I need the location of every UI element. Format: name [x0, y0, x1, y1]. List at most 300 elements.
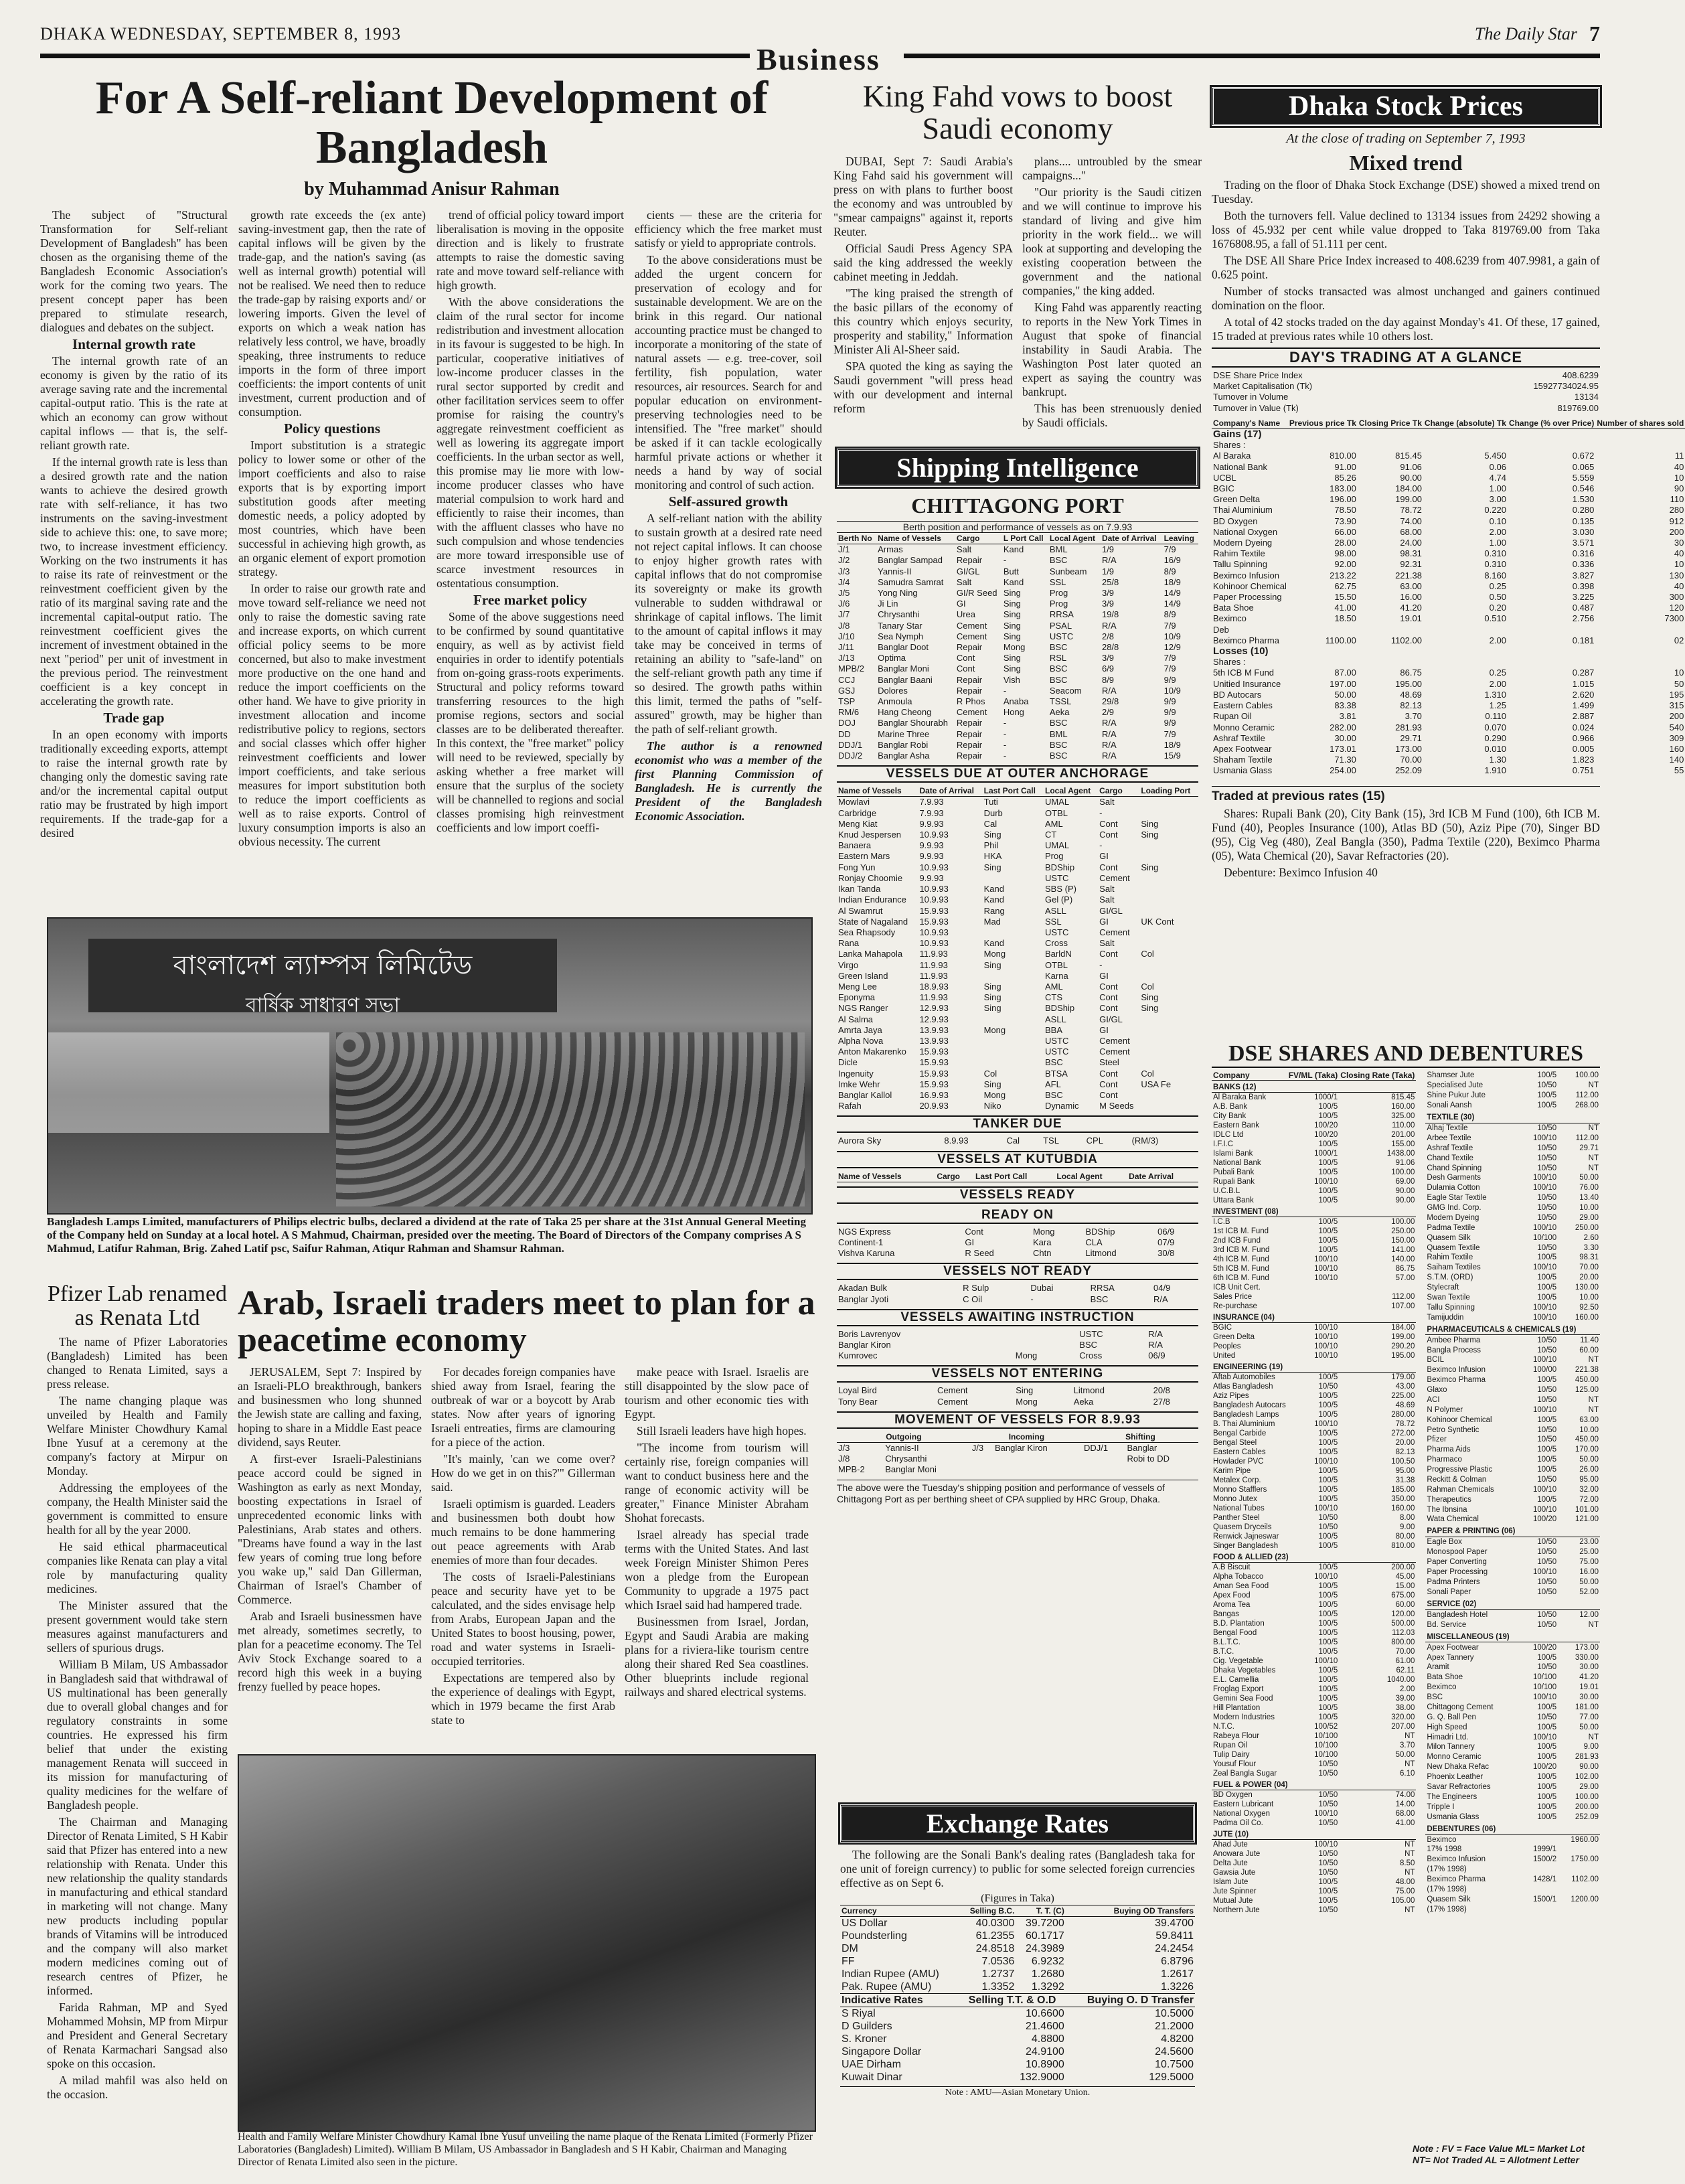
table-cell: Modern Industries — [1213, 1713, 1275, 1721]
paragraph: The subject of "Structural Transformation for Self-reliant Development of Bangladesh" has been chosen as the organising theme of the Bangladesh Economic Association's work for the coming two years. The present concept paper has been prepared to stimulate research, dialogues and debates on the subject. — [40, 208, 228, 334]
table-cell: Boris Lavrenyov — [838, 1328, 901, 1339]
table-row — [1212, 1731, 1416, 1741]
table-cell: Chand Spinning — [1427, 1164, 1482, 1172]
table-cell: 10.00 — [1579, 1425, 1599, 1434]
table-row — [837, 1046, 1198, 1057]
table-cell — [1139, 840, 1198, 851]
table-cell: 10/50 — [1537, 1081, 1557, 1090]
table-row — [1425, 1703, 1600, 1713]
table-cell: 62.11 — [1396, 1666, 1415, 1674]
table-row — [1212, 1177, 1416, 1186]
table-cell: Yannis-II — [885, 1443, 919, 1453]
table-cell: 11 — [1674, 451, 1684, 461]
table-row — [840, 2071, 1195, 2084]
table-cell: Banaera — [838, 840, 872, 851]
table-row — [1212, 1859, 1416, 1868]
table-row — [1212, 1809, 1416, 1818]
table-cell: 77.00 — [1579, 1713, 1599, 1721]
table-cell: 5th ICB M. Fund — [1213, 1265, 1269, 1273]
table-row — [1212, 1591, 1416, 1600]
table-cell: 50.00 — [1579, 1577, 1599, 1586]
table-cell: 10/50 — [1318, 1760, 1338, 1768]
table-cell: CCJ — [838, 674, 856, 685]
table-cell: - — [1099, 959, 1103, 970]
table-row — [1425, 1722, 1600, 1732]
table-row — [840, 1980, 1195, 1994]
table-row — [1212, 1685, 1416, 1694]
table-cell: 100/5 — [1537, 1723, 1557, 1731]
table-row — [1425, 1885, 1600, 1895]
table-row — [1212, 1255, 1416, 1264]
table-cell: 74.00 — [1395, 1791, 1415, 1799]
table-cell: Banglar Baani — [878, 674, 933, 685]
table-row — [1212, 1619, 1416, 1628]
table-cell: Rafah — [838, 1101, 862, 1111]
table-cell: 87.00 — [1334, 668, 1356, 678]
table-cell: U.C.B.L — [1213, 1187, 1240, 1195]
table-cell: Optima — [878, 653, 906, 664]
table-cell: 10/50 — [1318, 1869, 1338, 1877]
table-cell: Sing — [1141, 818, 1159, 829]
table-cell: - — [1030, 1294, 1034, 1304]
paragraph: growth rate exceeds the (ex ante) saving-investment gap, then the rate of capital inflows will be given by the trade-gap, and the nation's saving (as well as internal growth) potential will not be realised. We need then to reduce the trade-gap by raising exports and/ or lowering imports. Given the level of exports on which a weak nation has relatively less control, we have, broadly speaking, three instruments to reduce imports in the form of three import coefficients: the import contents of unit investment, current production and of consumption. — [238, 208, 426, 418]
column-header: L Port Call — [1002, 533, 1048, 544]
table-cell: Padma Textile — [1427, 1223, 1475, 1232]
table-row — [1425, 1732, 1600, 1742]
table-cell: R/A — [1148, 1339, 1163, 1350]
paragraph: The name changing plaque was unveiled by Health and Family Welfare Minister Chowdhury Kamal Ibne Yusuf at a ceremony at the company's factory at Mirpur on Monday. — [47, 1394, 228, 1478]
table-cell: Sonali Aansh — [1427, 1101, 1472, 1110]
table-cell: 59.8411 — [1155, 1930, 1194, 1942]
column-header: Incoming — [971, 1431, 1082, 1443]
table-cell: 20.00 — [1579, 1273, 1599, 1282]
movement-table — [837, 1431, 1198, 1476]
table-cell: DEBENTURES (06) — [1425, 1822, 1600, 1835]
table-cell: 20.9.93 — [919, 1101, 949, 1111]
table-cell: I.C.B — [1213, 1218, 1230, 1226]
table-cell: 0.25 — [1489, 580, 1506, 591]
paragraph: He said ethical pharmaceutical companies like Renata can play a vital role by manufacturing quality medicines. — [47, 1540, 228, 1596]
table-row — [837, 544, 1198, 556]
table-cell: 2nd ICB Fund — [1213, 1237, 1261, 1245]
column-header: Company's Name — [1212, 418, 1288, 429]
table-row — [1212, 711, 1685, 722]
table-cell: 12.9.93 — [919, 1014, 949, 1024]
column-header: Name of Vessels — [876, 533, 955, 544]
table-cell: Cont — [1099, 830, 1118, 840]
table-cell: 6.9232 — [1031, 1956, 1064, 1968]
table-cell: R/A — [1101, 739, 1117, 750]
table-row — [837, 555, 1198, 566]
table-row — [1425, 1213, 1600, 1223]
not-ready-table — [837, 1283, 1198, 1304]
table-cell: 0.181 — [1572, 635, 1595, 645]
paragraph: The costs of Israeli-Palestinians peace and security have yet to be calculated, and the sides envisage help from Arabs, European Japan and the United States to boost housing, power, road and water systems in Israeli-occupied territories. — [431, 1570, 615, 1668]
section-row — [1212, 1311, 1416, 1323]
table-cell: 50.00 — [1579, 1723, 1599, 1731]
table-cell: Arbee Textile — [1427, 1134, 1471, 1142]
table-cell: B.T.C. — [1213, 1648, 1234, 1656]
table-cell: 213.22 — [1330, 570, 1356, 580]
table-row — [1212, 1429, 1416, 1438]
table-cell: 10/50 — [1537, 1346, 1557, 1354]
table-cell: - — [1003, 739, 1007, 750]
table-cell: Eagle Box — [1427, 1538, 1462, 1547]
table-cell: Gemini Sea Food — [1213, 1695, 1273, 1703]
table-cell: J/6 — [838, 599, 850, 609]
table-cell — [983, 1057, 1044, 1068]
table-cell — [1358, 625, 1423, 635]
table-cell: 221.38 — [1395, 570, 1422, 580]
table-cell: 101.00 — [1575, 1505, 1599, 1514]
table-row — [1425, 1567, 1600, 1577]
table-cell: 100/10 — [1314, 1420, 1338, 1428]
table-cell: 0.310 — [1484, 548, 1506, 559]
table-cell: 8.50 — [1400, 1859, 1415, 1867]
table-cell: Cig. Vegetable — [1213, 1657, 1263, 1665]
table-cell: 95.00 — [1395, 1467, 1415, 1475]
table-row — [837, 819, 1198, 830]
table-row — [1425, 1455, 1600, 1465]
table-row — [1425, 1365, 1600, 1375]
table-cell: 160.00 — [1391, 1504, 1415, 1512]
table-row — [840, 1942, 1195, 1955]
table-cell: Sing — [983, 830, 1001, 840]
not-entering-table — [837, 1385, 1198, 1407]
table-cell: BSC — [1049, 664, 1068, 674]
table-row — [1212, 1790, 1416, 1800]
table-cell: Kand — [983, 884, 1004, 894]
table-row — [837, 1397, 1198, 1407]
table-cell: 201.00 — [1391, 1131, 1415, 1139]
table-cell: GI — [1099, 970, 1109, 981]
table-cell: 200.00 — [1391, 1563, 1415, 1571]
table-cell: 1.530 — [1572, 494, 1595, 505]
table-cell: Apex Footwear — [1213, 743, 1272, 754]
table-cell: Paper Processing — [1213, 592, 1282, 603]
table-cell: 9/9 — [1164, 674, 1176, 685]
table-cell: 52.00 — [1579, 1587, 1599, 1596]
table-cell: 10/50 — [1318, 1800, 1338, 1808]
table-row — [837, 1227, 1198, 1237]
table-cell: Cont — [1099, 862, 1118, 872]
table-cell: 408.6239 — [1562, 370, 1599, 380]
section-title: TANKER DUE — [837, 1115, 1198, 1133]
table-cell: UCBL — [1213, 472, 1236, 483]
table-cell: 100/5 — [1318, 1666, 1338, 1674]
table-cell: 100/5 — [1318, 1704, 1338, 1712]
table-row — [837, 599, 1198, 609]
table-cell: 45.00 — [1395, 1573, 1415, 1581]
table-cell: Cont — [1099, 1079, 1118, 1089]
table-cell: 1.2680 — [1031, 1968, 1064, 1980]
table-cell: 181.00 — [1575, 1703, 1599, 1711]
table-cell: 10.5000 — [1155, 2008, 1194, 2020]
table-cell: Sing — [983, 862, 1001, 872]
table-cell: Bangladesh Autocars — [1213, 1401, 1286, 1409]
table-cell: 17% 1998 — [1427, 1845, 1462, 1854]
table-cell: 540 — [1669, 722, 1684, 732]
table-cell: BSC — [1049, 674, 1068, 685]
table-cell: 112.00 — [1575, 1091, 1599, 1100]
table-cell: 5th ICB M Fund — [1213, 668, 1275, 678]
table-row — [1425, 1385, 1600, 1395]
table-cell: Petro Synthetic — [1427, 1425, 1479, 1434]
table-row — [837, 873, 1198, 884]
column-header: Selling B.C. — [959, 1905, 1016, 1917]
table-cell: Milon Tannery — [1427, 1743, 1475, 1751]
table-cell: Chrysanthi — [878, 609, 920, 620]
table-cell: Chand Textile — [1427, 1154, 1473, 1162]
table-cell: BSC — [1045, 1057, 1063, 1068]
table-cell: 100/5 — [1537, 1091, 1557, 1100]
table-cell — [1139, 1090, 1198, 1101]
table-cell: Alhaj Textile — [1427, 1124, 1468, 1133]
table-cell: GI — [956, 599, 966, 609]
table-cell: BTSA — [1045, 1068, 1068, 1079]
table-row — [1212, 744, 1685, 755]
table-cell: 7/9 — [1164, 620, 1176, 631]
table-cell: 29.00 — [1579, 1213, 1599, 1222]
table-cell: 74.00 — [1400, 516, 1422, 526]
table-cell: Prog — [1049, 588, 1068, 599]
masthead-rule-right — [904, 54, 1600, 58]
table-cell: 100/5 — [1318, 1685, 1338, 1693]
column-header: Cargo — [1098, 785, 1139, 797]
section-row — [1425, 1630, 1600, 1642]
table-cell: 41.20 — [1579, 1673, 1599, 1682]
table-cell: Pharma Aids — [1427, 1446, 1471, 1454]
table-cell: Chrysanthi — [885, 1454, 927, 1464]
table-row — [1212, 1227, 1416, 1236]
table-cell: 100/10 — [1314, 1352, 1338, 1360]
table-cell: Sea Rhapsody — [838, 927, 896, 937]
table-cell: 98.00 — [1334, 548, 1356, 559]
table-cell: 90.00 — [1579, 1763, 1599, 1772]
table-row — [1212, 1666, 1416, 1675]
table-cell: 130.00 — [1575, 1283, 1599, 1292]
table-cell: 815.45 — [1391, 1093, 1415, 1101]
table-cell: R Phos — [956, 696, 985, 707]
table-cell: Sing — [1003, 664, 1021, 674]
table-row — [1425, 1875, 1600, 1885]
table-cell: 69.00 — [1395, 1178, 1415, 1186]
table-cell: 100/5 — [1318, 1112, 1338, 1120]
table-cell: 1500/1 — [1533, 1895, 1557, 1903]
table-row — [1425, 1547, 1600, 1557]
table-cell: Monno Stafflers — [1213, 1486, 1267, 1494]
table-row — [837, 1350, 1198, 1361]
table-row — [837, 971, 1198, 982]
table-cell: 8.9.93 — [944, 1136, 969, 1146]
exchange-note: Note : AMU—Asian Monetary Union. — [840, 2086, 1195, 2098]
table-cell — [1558, 1845, 1600, 1855]
table-cell: 10.9.93 — [919, 894, 949, 905]
table-row — [1425, 1620, 1600, 1630]
table-row — [837, 884, 1198, 894]
table-cell: 1/9 — [1101, 544, 1115, 555]
column-header: Outgoing — [837, 1431, 971, 1443]
table-cell: 61.00 — [1395, 1657, 1415, 1665]
table-cell: OTBL — [1045, 807, 1068, 818]
table-cell: J/3 — [971, 1443, 984, 1453]
table-row — [1425, 1693, 1600, 1703]
table-cell: Apex Food — [1213, 1591, 1251, 1600]
table-cell: 100/10 — [1533, 1223, 1557, 1232]
table-cell: Banglar Shourabh — [878, 718, 948, 728]
table-cell: Shares : — [1213, 440, 1246, 451]
paper-name: The Daily Star — [1474, 24, 1577, 44]
table-cell: Modern Dyeing — [1213, 538, 1273, 548]
table-cell: 2.756 — [1572, 613, 1595, 624]
table-row — [1212, 613, 1685, 624]
table-row — [1425, 1642, 1600, 1652]
table-cell: 1st ICB M. Fund — [1213, 1227, 1269, 1235]
table-row — [1212, 700, 1685, 711]
table-row — [840, 1917, 1195, 1930]
table-cell: (17% 1998) — [1427, 1885, 1467, 1893]
table-row — [1212, 462, 1685, 473]
section-title: Business — [756, 42, 880, 76]
table-cell: 39.00 — [1395, 1695, 1415, 1703]
table-cell: N Polymer — [1427, 1405, 1463, 1414]
table-cell: 18/9 — [1164, 739, 1181, 750]
table-row — [1212, 1448, 1416, 1457]
table-cell: Turnover in Value (Tk) — [1213, 402, 1299, 413]
table-cell: 8.160 — [1484, 570, 1506, 580]
table-cell: FOOD & ALLIED (23) — [1212, 1551, 1416, 1563]
table-cell: Knud Jespersen — [838, 830, 901, 840]
table-cell: 1428/1 — [1533, 1875, 1557, 1884]
paragraph: The DSE All Share Price Index increased to 408.6239 from 407.9981, a gain of 0.625 point. — [1212, 254, 1600, 281]
photo-bangladesh-lamps-agm — [47, 917, 813, 1215]
table-cell: 1.823 — [1572, 755, 1595, 765]
table-cell: 1750.00 — [1571, 1855, 1599, 1864]
table-cell — [1007, 1329, 1014, 1340]
table-cell: 10/50 — [1537, 1204, 1557, 1213]
table-cell: R Sulp — [963, 1283, 989, 1294]
table-row — [1212, 1703, 1416, 1713]
table-cell: Cement — [937, 1385, 968, 1396]
table-cell: Market Capitalisation (Tk) — [1213, 381, 1313, 392]
tanker-table — [837, 1136, 1198, 1146]
table-cell: 281.93 — [1575, 1753, 1599, 1762]
table-cell: 100/5 — [1318, 1648, 1338, 1656]
table-cell: Butt — [1003, 566, 1019, 576]
table-cell: 100/5 — [1318, 1373, 1338, 1381]
table-cell: CTS — [1045, 992, 1063, 1003]
table-cell: 21.4600 — [1025, 2021, 1064, 2033]
table-cell: 9/9 — [1164, 696, 1176, 707]
column-header: Company — [1212, 1071, 1287, 1081]
table-cell: 10/50 — [1318, 1906, 1338, 1914]
table-row — [1425, 1587, 1600, 1597]
table-cell: 100/10 — [1533, 1134, 1557, 1142]
table-cell: Anmoula — [878, 696, 912, 707]
table-cell: 68.00 — [1400, 526, 1422, 537]
dse-shares-debentures — [1212, 1041, 1600, 2166]
table-cell: SSL — [1049, 576, 1066, 587]
table-cell: Cont — [956, 664, 975, 674]
table-cell: 100/5 — [1318, 1140, 1338, 1148]
table-row — [1425, 1802, 1600, 1812]
table-cell: Northern Jute — [1213, 1906, 1260, 1914]
table-cell: 173.01 — [1330, 743, 1356, 754]
table-cell: 160 — [1669, 743, 1684, 754]
table-cell: 112.00 — [1575, 1134, 1599, 1142]
table-cell: 0.280 — [1572, 505, 1595, 516]
table-cell: PSAL — [1049, 620, 1072, 631]
table-cell: Eastern Cables — [1213, 1448, 1266, 1456]
table-cell: DDJ/1 — [1083, 1443, 1109, 1453]
table-cell: 2.00 — [1489, 678, 1506, 689]
table-cell: Al Salma — [838, 1014, 874, 1024]
table-cell: Bengal Carbide — [1213, 1429, 1267, 1437]
table-cell: 112.03 — [1392, 1629, 1415, 1637]
table-cell: Cement — [937, 1396, 968, 1407]
table-cell: 815.45 — [1395, 451, 1422, 461]
section-row — [1212, 1081, 1416, 1093]
table-cell: RRSA — [1090, 1283, 1115, 1294]
section-title: VESSELS DUE AT OUTER ANCHORAGE — [837, 765, 1198, 783]
table-cell: - — [1003, 555, 1007, 566]
table-cell: Hong — [1003, 707, 1024, 718]
table-row — [1212, 1532, 1416, 1541]
table-cell: 281.93 — [1395, 722, 1422, 732]
table-cell: 100/5 — [1318, 1439, 1338, 1447]
table-row — [837, 718, 1198, 728]
column-header: Date of Arrival — [918, 785, 982, 797]
table-row — [1425, 1355, 1600, 1365]
table-cell: 3.571 — [1572, 538, 1595, 548]
table-cell: 100/5 — [1537, 1446, 1557, 1454]
table-cell: Beximco Infusion — [1427, 1366, 1486, 1375]
table-cell: Cement — [956, 620, 987, 631]
table-cell: MPB-2 — [838, 1464, 865, 1475]
table-cell: 30.00 — [1579, 1693, 1599, 1702]
table-cell: 0.135 — [1572, 516, 1595, 526]
table-cell: Pfizer — [1427, 1435, 1447, 1444]
table-row — [1212, 668, 1685, 678]
table-cell: Ronjay Choomie — [838, 872, 903, 883]
table-row — [1425, 1335, 1600, 1345]
table-cell: 91.06 — [1400, 461, 1422, 472]
table-cell: 100/5 — [1318, 1168, 1338, 1176]
table-cell: 100/5 — [1318, 1392, 1338, 1400]
table-row — [840, 2020, 1195, 2033]
paragraph: Shares: Rupali Bank (20), City Bank (15), 3rd ICB M Fund (100), 6th ICB M. Fund (40), Peoples Insurance (100), Atlas BD (50), Aziz Pipe (70), Singer BD (95), Cig Veg (480), Zeal Bangla (350), Padma Textile (220), Beximco Pharma (05), Wata Chemical (20), Savar Refractories (20). — [1212, 806, 1600, 862]
table-cell: 25.00 — [1579, 1548, 1599, 1557]
table-row — [1425, 1772, 1600, 1782]
paragraph: "Our priority is the Saudi citizen and we will continue to improve his standard of living and give him priority in the work field... we will look at supporting and developing the existing cooperation between the government and the national companies," the king added. — [1022, 185, 1202, 297]
table-cell — [1139, 938, 1198, 949]
table-cell: 100/5 — [1318, 1411, 1338, 1419]
table-cell: Beximco Infusion — [1427, 1855, 1486, 1864]
table-cell: 100.00 — [1575, 1071, 1599, 1080]
table-cell: Tulip Dairy — [1213, 1751, 1250, 1759]
table-cell: Anowara Jute — [1213, 1850, 1261, 1858]
table-cell: 150.00 — [1391, 1237, 1415, 1245]
table-row — [1425, 1395, 1600, 1405]
table-cell: 185.00 — [1391, 1486, 1415, 1494]
article-king-fahd — [833, 80, 1202, 442]
table-cell: 819769.00 — [1557, 402, 1599, 413]
table-cell: BML — [1049, 544, 1068, 555]
table-cell: 12.00 — [1579, 1610, 1599, 1619]
table-cell: 60.1717 — [1025, 1930, 1064, 1942]
table-cell: 10.9.93 — [919, 884, 949, 894]
group-label — [1212, 429, 1685, 441]
